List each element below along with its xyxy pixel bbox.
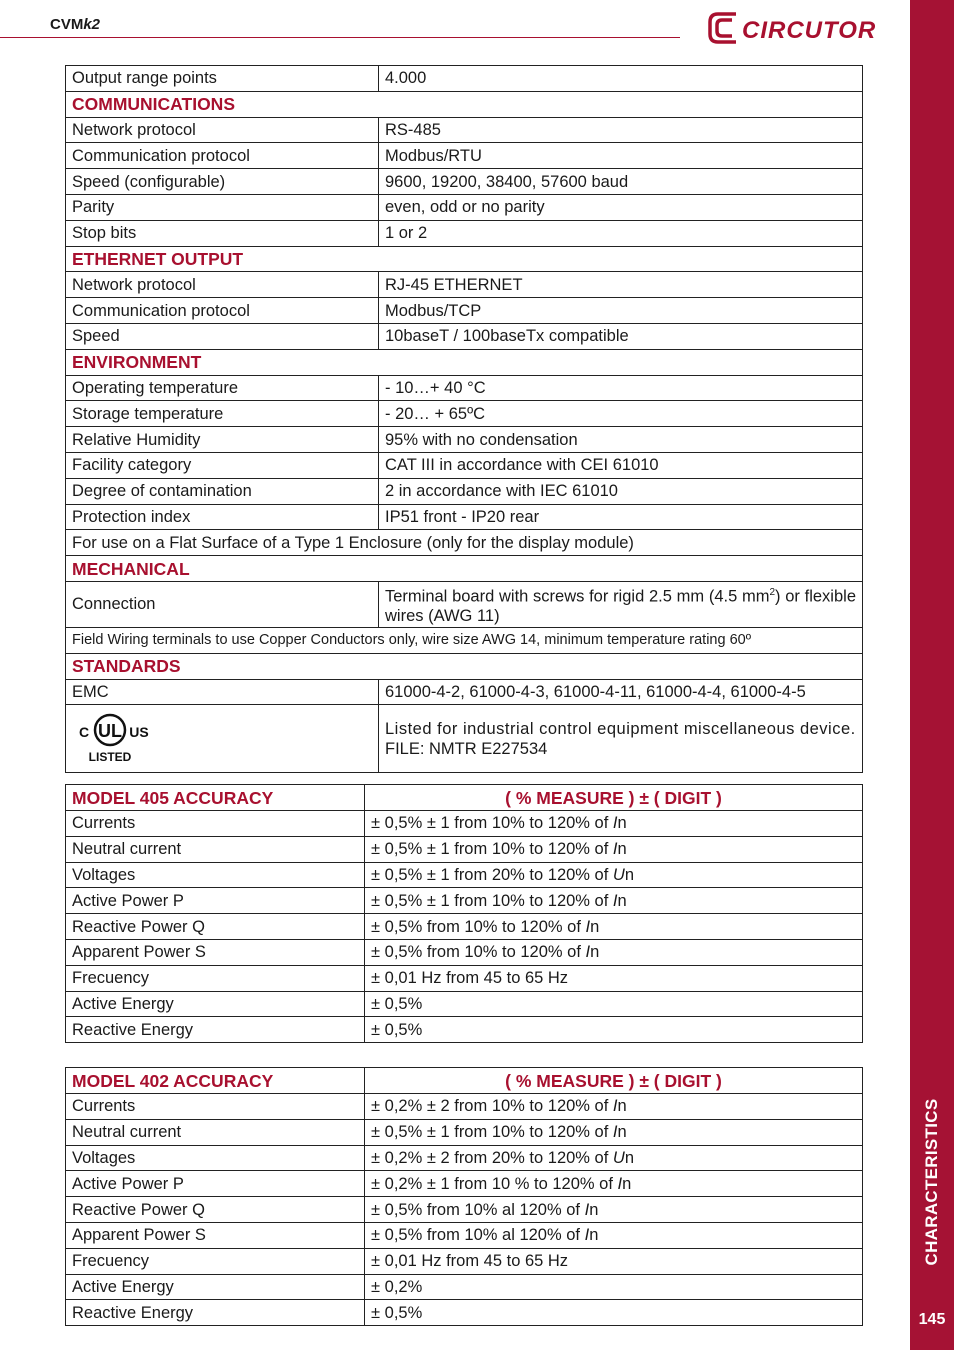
nominal-symbol: U — [612, 1148, 625, 1167]
nominal-subscript: n — [589, 1226, 599, 1245]
table-row — [66, 1017, 863, 1043]
nominal-subscript: n — [617, 1123, 627, 1142]
table-row — [66, 401, 863, 427]
row-value: - 10…+ 40 °C — [379, 375, 863, 401]
nominal-symbol: I — [585, 943, 591, 962]
table-row — [66, 965, 863, 991]
measure-name: Reactive Energy — [66, 1017, 365, 1043]
table-row — [66, 143, 863, 169]
model-402-title: MODEL 402 ACCURACY — [66, 1068, 365, 1094]
row-value: RS-485 — [379, 117, 863, 143]
nominal-symbol: I — [584, 1226, 590, 1245]
accuracy-text: ± 0,5% ± 1 from 10% to 120% of — [371, 891, 613, 910]
nominal-symbol: I — [612, 814, 618, 833]
nominal-symbol: I — [612, 1123, 618, 1142]
row-value — [379, 581, 863, 627]
table-row — [66, 679, 863, 705]
accuracy-value — [365, 1145, 863, 1171]
accuracy-text: ± 0,5% from 10% al 120% of — [371, 1226, 585, 1245]
connection-text-a: Terminal board with screws for rigid 2.5 mm (4.5 mm — [385, 587, 770, 606]
row-label: Output range points — [66, 66, 379, 92]
section-header-row — [66, 349, 863, 375]
table-header-row — [66, 785, 863, 811]
nominal-symbol: I — [612, 1097, 618, 1116]
table-row — [66, 1248, 863, 1274]
table-row — [66, 1119, 863, 1145]
accuracy-value — [365, 811, 863, 837]
table-row — [66, 375, 863, 401]
table-row — [66, 862, 863, 888]
accuracy-text: ± 0,01 Hz from 45 to 65 Hz — [371, 969, 569, 988]
row-value: - 20… + 65ºC — [379, 401, 863, 427]
measure-name: Currents — [66, 811, 365, 837]
section-title: STANDARDS — [66, 653, 863, 679]
row-label: Stop bits — [66, 220, 379, 246]
section-header-row — [66, 91, 863, 117]
accuracy-value — [365, 888, 863, 914]
row-value: even, odd or no parity — [379, 194, 863, 220]
accuracy-text: ± 0,5% — [371, 1303, 423, 1322]
table-row — [66, 169, 863, 195]
nominal-subscript: n — [617, 1097, 627, 1116]
accuracy-value — [365, 914, 863, 940]
row-value: 2 in accordance with IEC 61010 — [379, 478, 863, 504]
nominal-subscript: n — [622, 1174, 632, 1193]
row-label: Communication protocol — [66, 298, 379, 324]
accuracy-text: ± 0,5% ± 1 from 10% to 120% of — [371, 840, 613, 859]
table-row — [66, 888, 863, 914]
accuracy-value — [365, 965, 863, 991]
ul-logo-c: C — [78, 724, 90, 741]
page-number: 145 — [918, 1311, 946, 1328]
table-row — [66, 323, 863, 349]
section-title: COMMUNICATIONS — [66, 91, 863, 117]
accuracy-text: ± 0,5% ± 1 from 10% to 120% of — [371, 814, 613, 833]
measure-name: Frecuency — [66, 1248, 365, 1274]
accuracy-value — [365, 1094, 863, 1120]
ul-logo-listed: LISTED — [88, 750, 132, 765]
accuracy-text: ± 0,01 Hz from 45 to 65 Hz — [371, 1252, 569, 1271]
ul-file-number: FILE: NMTR E227534 — [385, 739, 548, 758]
section-title: MECHANICAL — [66, 556, 863, 582]
row-label: Connection — [66, 581, 379, 627]
nominal-symbol: I — [584, 1200, 590, 1219]
table-row — [66, 427, 863, 453]
field-wiring-note: Field Wiring terminals to use Copper Conductors only, wire size AWG 14, minimum temperature rating 60º — [66, 627, 863, 653]
table-row — [66, 272, 863, 298]
table-row — [66, 705, 863, 773]
table-row — [66, 836, 863, 862]
table-row — [66, 1171, 863, 1197]
measure-name: Reactive Energy — [66, 1300, 365, 1326]
accuracy-value — [365, 939, 863, 965]
nominal-symbol: I — [612, 840, 618, 859]
row-value — [379, 705, 863, 773]
measure-name: Reactive Power Q — [66, 914, 365, 940]
row-label: Communication protocol — [66, 143, 379, 169]
row-label: Parity — [66, 194, 379, 220]
row-value: Modbus/RTU — [379, 143, 863, 169]
row-label: Facility category — [66, 452, 379, 478]
accuracy-text: ± 0,5% from 10% to 120% of — [371, 943, 586, 962]
superscript: 2 — [769, 586, 776, 598]
model-405-title: MODEL 405 ACCURACY — [66, 785, 365, 811]
table-row — [66, 452, 863, 478]
table-row — [66, 1145, 863, 1171]
accuracy-text: ± 0,5% ± 1 from 10% to 120% of — [371, 1123, 613, 1142]
accuracy-value — [365, 862, 863, 888]
nominal-symbol: I — [612, 891, 618, 910]
model-402-accuracy-table — [65, 1067, 863, 1326]
accuracy-text: ± 0,2% ± 2 from 20% to 120% of — [371, 1148, 613, 1167]
nominal-subscript: n — [617, 891, 627, 910]
table-row — [66, 1222, 863, 1248]
measure-name: Reactive Power Q — [66, 1197, 365, 1223]
accuracy-value — [365, 991, 863, 1017]
nominal-subscript: n — [590, 943, 600, 962]
model-402-header: ( % MEASURE ) ± ( DIGIT ) — [365, 1068, 863, 1094]
ul-listed-icon — [72, 706, 162, 766]
row-value: 9600, 19200, 38400, 57600 baud — [379, 169, 863, 195]
row-label: Relative Humidity — [66, 427, 379, 453]
section-title: ETHERNET OUTPUT — [66, 246, 863, 272]
row-label: Speed (configurable) — [66, 169, 379, 195]
measure-name: Voltages — [66, 862, 365, 888]
table-row — [66, 117, 863, 143]
measure-name: Active Power P — [66, 1171, 365, 1197]
table-row — [66, 220, 863, 246]
section-header-row — [66, 653, 863, 679]
row-value: CAT III in accordance with CEI 61010 — [379, 452, 863, 478]
connection-text-b: ) or flexible wires (AWG 11) — [385, 587, 856, 626]
measure-name: Frecuency — [66, 965, 365, 991]
table-row — [66, 194, 863, 220]
table-row — [66, 991, 863, 1017]
section-title: ENVIRONMENT — [66, 349, 863, 375]
nominal-symbol: I — [585, 917, 591, 936]
measure-name: Apparent Power S — [66, 1222, 365, 1248]
accuracy-value — [365, 836, 863, 862]
nominal-subscript: n — [624, 865, 635, 884]
header-rule — [0, 37, 680, 38]
table-row — [66, 298, 863, 324]
table-row — [66, 530, 863, 556]
accuracy-value — [365, 1222, 863, 1248]
row-value: 4.000 — [379, 66, 863, 92]
table-row — [66, 66, 863, 92]
row-label: Protection index — [66, 504, 379, 530]
row-value: 1 or 2 — [379, 220, 863, 246]
row-value: 61000-4-2, 61000-4-3, 61000-4-11, 61000-4-4, 61000-4-5 — [379, 679, 863, 705]
row-label: Storage temperature — [66, 401, 379, 427]
accuracy-text: ± 0,5% — [371, 1020, 423, 1039]
accuracy-text: ± 0,5% — [371, 994, 423, 1013]
accuracy-text: ± 0,2% ± 2 from 10% to 120% of — [371, 1097, 613, 1116]
nominal-subscript: n — [590, 917, 600, 936]
measure-name: Neutral current — [66, 836, 365, 862]
measure-name: Active Energy — [66, 1274, 365, 1300]
ul-logo-us: US — [129, 724, 149, 741]
row-value: 95% with no condensation — [379, 427, 863, 453]
row-label: Network protocol — [66, 117, 379, 143]
model-405-accuracy-table — [65, 784, 863, 1043]
accuracy-text: ± 0,5% ± 1 from 20% to 120% of — [371, 865, 613, 884]
row-label: Operating temperature — [66, 375, 379, 401]
table-row — [66, 504, 863, 530]
table-row — [66, 1094, 863, 1120]
table-row — [66, 914, 863, 940]
measure-name: Neutral current — [66, 1119, 365, 1145]
accuracy-text: ± 0,2% — [371, 1277, 423, 1296]
nominal-subscript: n — [617, 840, 627, 859]
brand-name: CIRCUTOR — [742, 17, 877, 44]
accuracy-text: ± 0,5% from 10% al 120% of — [371, 1200, 585, 1219]
row-label: EMC — [66, 679, 379, 705]
measure-name: Currents — [66, 1094, 365, 1120]
table-row — [66, 811, 863, 837]
table-row — [66, 1300, 863, 1326]
measure-name: Active Power P — [66, 888, 365, 914]
section-side-label: CHARACTERISTICS — [922, 1098, 941, 1266]
row-label: Network protocol — [66, 272, 379, 298]
accuracy-value — [365, 1274, 863, 1300]
table-row — [66, 478, 863, 504]
nominal-subscript: n — [617, 814, 627, 833]
nominal-symbol: U — [612, 865, 625, 884]
row-value: 10baseT / 100baseTx compatible — [379, 323, 863, 349]
accuracy-value — [365, 1171, 863, 1197]
table-row — [66, 1197, 863, 1223]
nominal-subscript: n — [624, 1148, 635, 1167]
ul-logo-ul: UL — [98, 721, 122, 742]
accuracy-text: ± 0,2% ± 1 from 10 % to 120% of — [371, 1174, 618, 1193]
table-row — [66, 1274, 863, 1300]
row-label: Speed — [66, 323, 379, 349]
nominal-symbol: I — [617, 1174, 623, 1193]
model-405-header: ( % MEASURE ) ± ( DIGIT ) — [365, 785, 863, 811]
table-row — [66, 581, 863, 627]
accuracy-value — [365, 1197, 863, 1223]
row-value: IP51 front - IP20 rear — [379, 504, 863, 530]
accuracy-value — [365, 1248, 863, 1274]
measure-name: Apparent Power S — [66, 939, 365, 965]
nominal-subscript: n — [589, 1200, 599, 1219]
section-header-row — [66, 556, 863, 582]
table-row — [66, 627, 863, 653]
accuracy-value — [365, 1017, 863, 1043]
document-model-title: CVMk2 — [50, 16, 101, 33]
ul-listing-text: Listed for industrial control equipment miscellaneous device. — [385, 719, 856, 738]
circutor-logo — [706, 8, 886, 48]
row-value: RJ-45 ETHERNET — [379, 272, 863, 298]
measure-name: Active Energy — [66, 991, 365, 1017]
row-value: Modbus/TCP — [379, 298, 863, 324]
accuracy-text: ± 0,5% from 10% to 120% of — [371, 917, 586, 936]
table-row — [66, 939, 863, 965]
ul-logo-cell — [66, 705, 379, 773]
accuracy-value — [365, 1300, 863, 1326]
specifications-table — [65, 65, 863, 773]
row-label: Degree of contamination — [66, 478, 379, 504]
section-header-row — [66, 246, 863, 272]
measure-name: Voltages — [66, 1145, 365, 1171]
accuracy-value — [365, 1119, 863, 1145]
table-header-row — [66, 1068, 863, 1094]
full-width-note: For use on a Flat Surface of a Type 1 Enclosure (only for the display module) — [66, 530, 863, 556]
